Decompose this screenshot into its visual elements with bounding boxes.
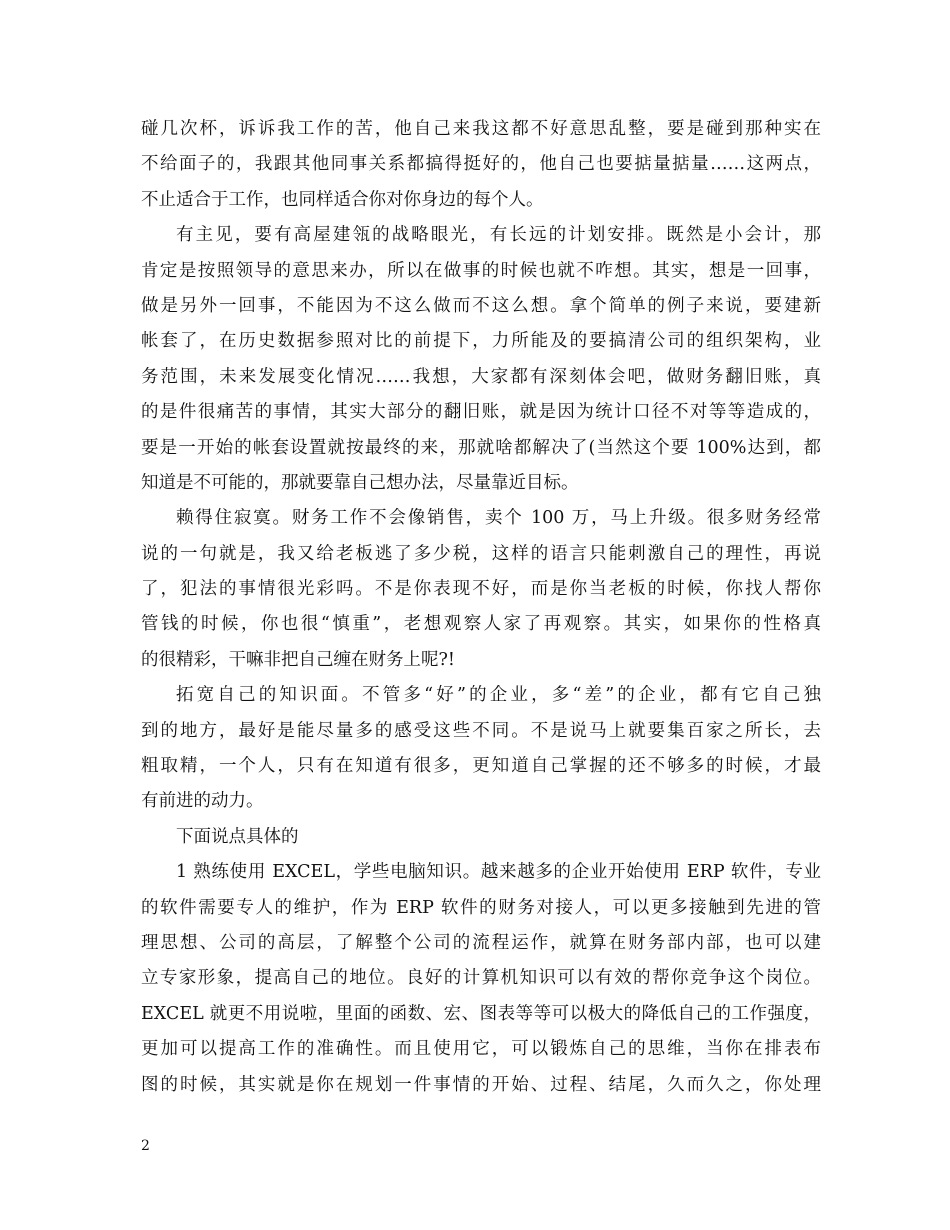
text-line: 有主见，要有高屋建瓴的战略眼光，有长远的计划安排。既然是小会计，那 bbox=[176, 225, 821, 246]
text-line: EXCEL 就更不用说啦，里面的函数、宏、图表等等可以极大的降低自己的工作强度， bbox=[141, 1003, 821, 1024]
text-line: 知道是不可能的，那就要靠自己想办法，尽量靠近目标。 bbox=[141, 472, 579, 493]
document-body bbox=[141, 112, 821, 1103]
text-line: 不止适合于工作，也同样适合你对你身边的每个人。 bbox=[141, 189, 544, 210]
text-line: 不给面子的，我跟其他同事关系都搞得挺好的，他自己也要掂量掂量……这两点， bbox=[141, 154, 821, 175]
text-line: 说的一句就是，我又给老板逃了多少税，这样的语言只能刺激自己的理性，再说 bbox=[141, 543, 821, 564]
text-line: 要是一开始的帐套设置就按最终的来，那就啥都解决了(当然这个要 100%达到，都 bbox=[141, 437, 821, 458]
text-line: 图的时候，其实就是你在规划一件事情的开始、过程、结尾，久而久之，你处理 bbox=[141, 1074, 821, 1095]
text-line: 的是件很痛苦的事情，其实大部分的翻旧账，就是因为统计口径不对等等造成的， bbox=[141, 402, 821, 423]
text-line: 的软件需要专人的维护，作为 ERP 软件的财务对接人，可以更多接触到先进的管 bbox=[141, 897, 821, 918]
text-line: 1 熟练使用 EXCEL，学些电脑知识。越来越多的企业开始使用 ERP 软件，专业 bbox=[176, 862, 821, 883]
text-line: 下面说点具体的 bbox=[176, 826, 299, 847]
text-line: 立专家形象，提高自己的地位。良好的计算机知识可以有效的帮你竞争这个岗位。 bbox=[141, 968, 821, 989]
text-line: 拓宽自己的知识面。不管多“好”的企业，多“差”的企业，都有它自己独 bbox=[176, 685, 821, 706]
text-line: 粗取精，一个人，只有在知道有很多，更知道自己掌握的还不够多的时候，才最 bbox=[141, 756, 821, 777]
text-line: 帐套了，在历史数据参照对比的前提下，力所能及的要搞清公司的组织架构，业 bbox=[141, 331, 821, 352]
text-line: 管钱的时候，你也很“慎重”，老想观察人家了再观察。其实，如果你的性格真 bbox=[141, 614, 821, 635]
text-line: 赖得住寂寞。财务工作不会像销售，卖个 100 万，马上升级。很多财务经常 bbox=[176, 508, 821, 529]
text-line: 肯定是按照领导的意思来办，所以在做事的时候也就不咋想。其实，想是一回事， bbox=[141, 260, 821, 281]
text-line: 做是另外一回事，不能因为不这么做而不这么想。拿个简单的例子来说，要建新 bbox=[141, 295, 821, 316]
text-line: 有前进的动力。 bbox=[141, 791, 264, 812]
text-line: 到的地方，最好是能尽量多的感受这些不同。不是说马上就要集百家之所长，去 bbox=[141, 720, 821, 741]
text-line: 理思想、公司的高层，了解整个公司的流程运作，就算在财务部内部，也可以建 bbox=[141, 932, 821, 953]
text-line: 更加可以提高工作的准确性。而且使用它，可以锻炼自己的思维，当你在排表布 bbox=[141, 1039, 821, 1060]
text-line: 务范围，未来发展变化情况……我想，大家都有深刻体会吧，做财务翻旧账，真 bbox=[141, 366, 821, 387]
text-line: 了，犯法的事情很光彩吗。不是你表现不好，而是你当老板的时候，你找人帮你 bbox=[141, 579, 821, 600]
text-line: 碰几次杯，诉诉我工作的苦，他自己来我这都不好意思乱整，要是碰到那种实在 bbox=[141, 119, 821, 139]
text-line: 的很精彩，干嘛非把自己缠在财务上呢?! bbox=[141, 649, 455, 670]
page-number: 2 bbox=[141, 1138, 150, 1154]
